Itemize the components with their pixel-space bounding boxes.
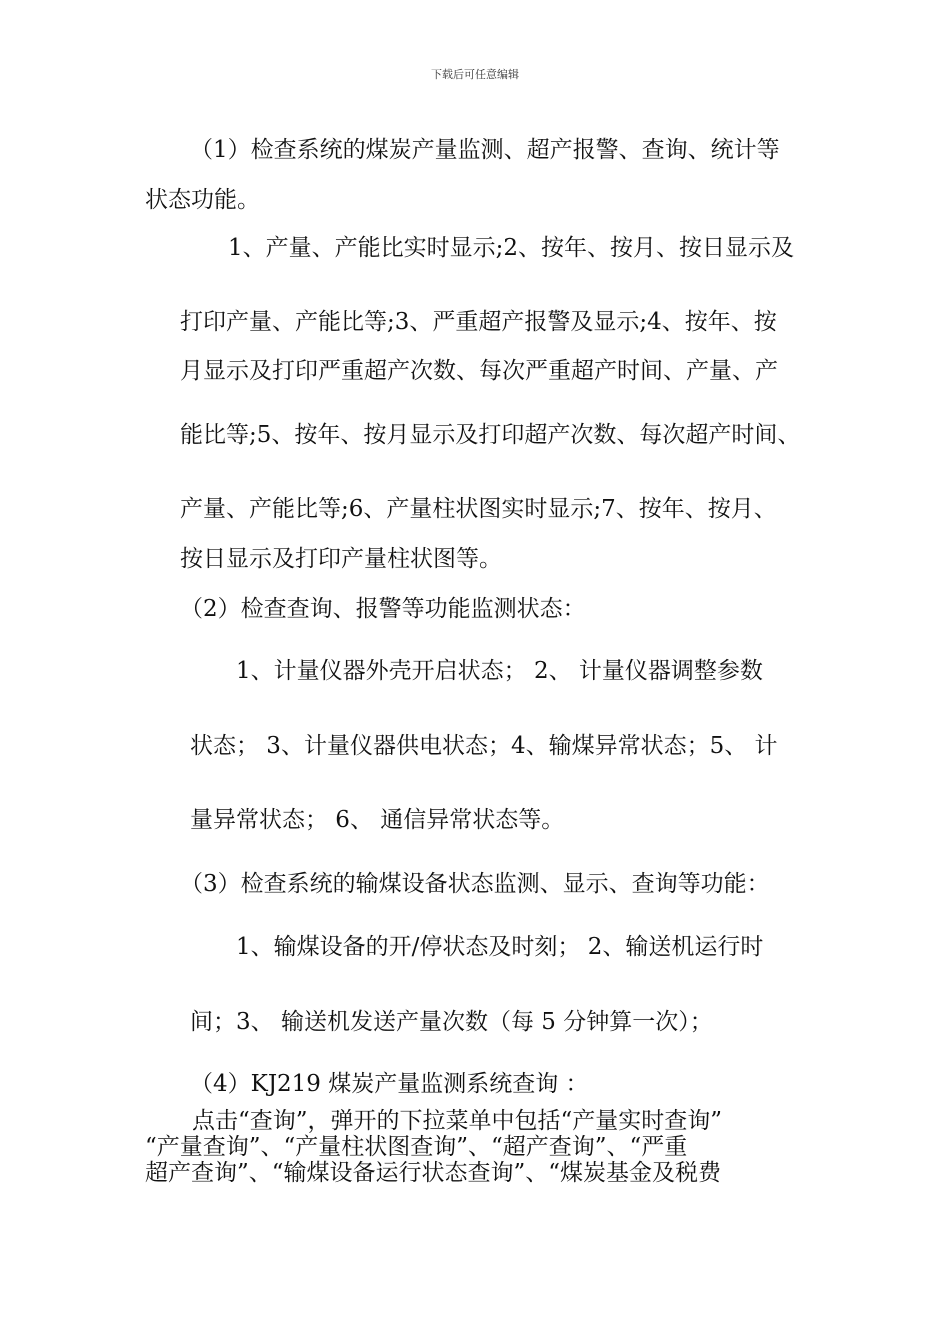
- paragraph-line: 1、计量仪器外壳开启状态； 2、 计量仪器调整参数: [236, 658, 763, 684]
- page-header: 下载后可任意编辑: [431, 68, 519, 81]
- section-2-heading: （2）检查查询、报警等功能监测状态：: [180, 596, 586, 622]
- section-4-heading: （4）KJ219 煤炭产量监测系统查询 ：: [190, 1071, 589, 1097]
- paragraph-line: 量异常状态； 6、 通信异常状态等。: [190, 807, 565, 833]
- paragraph-line: 点击“查询”，弹开的下拉菜单中包括“产量实时查询”: [192, 1108, 723, 1134]
- section-3-heading: （3）检查系统的输煤设备状态监测、显示、查询等功能：: [180, 871, 770, 897]
- paragraph-line: 打印产量、产能比等;3、严重超产报警及显示;4、按年、按: [180, 309, 777, 335]
- paragraph-line: 月显示及打印严重超产次数、每次严重超产时间、产量、产: [180, 358, 778, 384]
- paragraph-line: “产量查询”、“产量柱状图查询”、“超产查询”、“严重: [145, 1134, 688, 1160]
- paragraph-line: 超产查询”、“输煤设备运行状态查询”、“煤炭基金及税费: [145, 1160, 722, 1186]
- paragraph-line: 能比等;5、按年、按月显示及打印超产次数、每次超产时间、: [180, 422, 801, 448]
- paragraph-line: 产量、产能比等;6、产量柱状图实时显示;7、按年、按月、: [180, 496, 777, 522]
- section-1-heading-cont: 状态功能。: [145, 187, 260, 213]
- paragraph-line: 按日显示及打印产量柱状图等。: [180, 546, 502, 572]
- paragraph-line: 1、产量、产能比实时显示;2、按年、按月、按日显示及: [228, 235, 795, 261]
- section-1-heading: （1）检查系统的煤炭产量监测、超产报警、查询、统计等: [190, 137, 780, 163]
- paragraph-line: 状态； 3、计量仪器供电状态；4、输煤异常状态；5、 计: [190, 733, 778, 759]
- paragraph-line: 间；3、 输送机发送产量次数（每 5 分钟算一次）；: [190, 1009, 713, 1035]
- paragraph-line: 1、输煤设备的开/停状态及时刻； 2、输送机运行时: [236, 934, 764, 960]
